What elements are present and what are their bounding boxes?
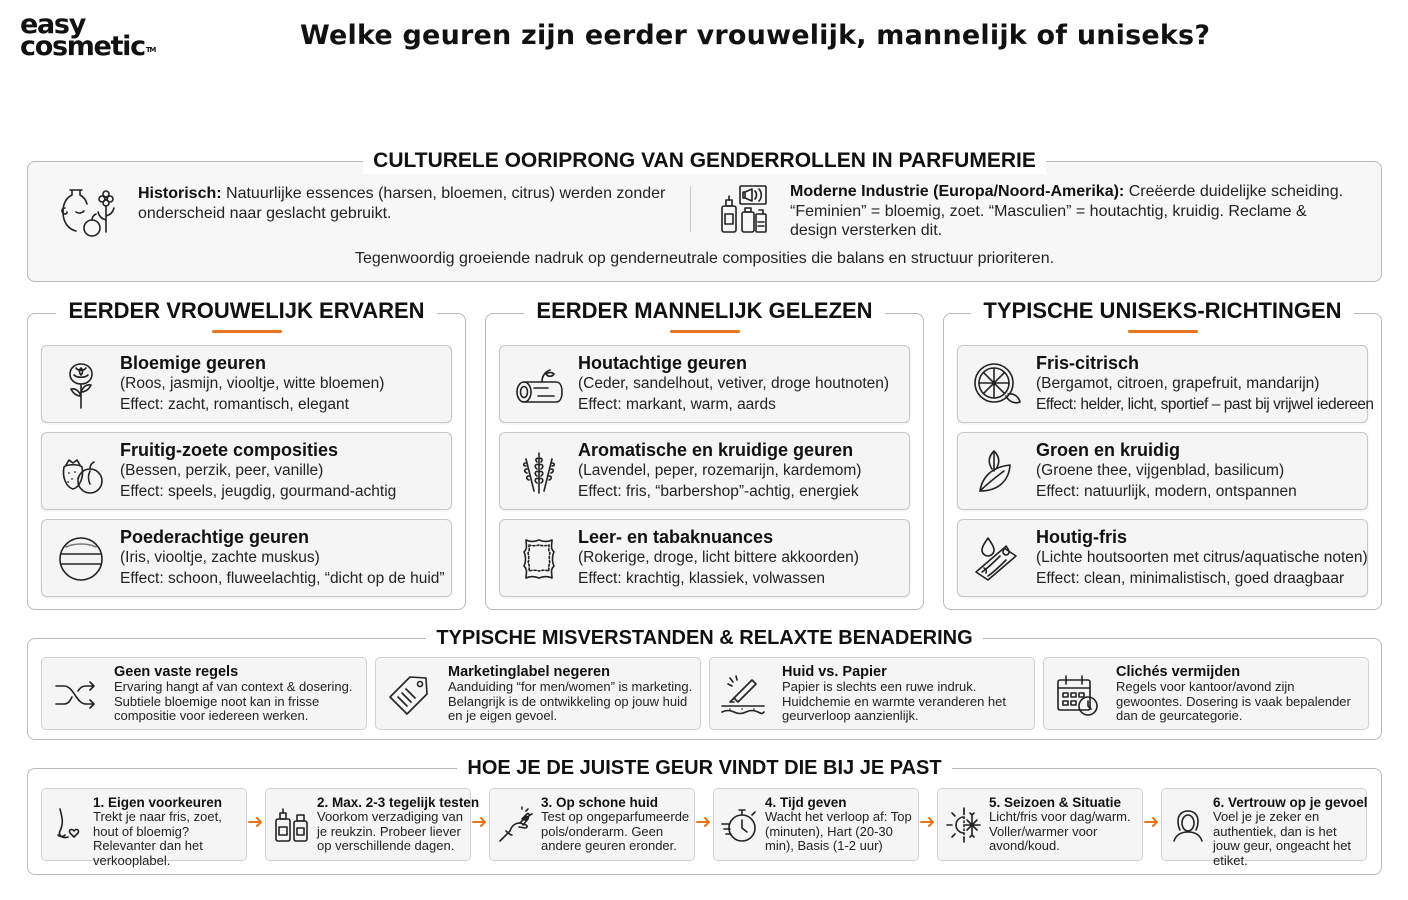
column-unisex	[943, 298, 1382, 610]
column-feminine	[27, 298, 466, 610]
tip-text: Papier is slechts een ruwe indruk. Huidchemie en warmte veranderen het geurverloop aanzienlijk.	[782, 679, 1007, 724]
tip-text: Ervaring hangt af van context & dosering. Subtiele bloemige noot kan in frisse compositie voor iedereen werken.	[114, 679, 353, 724]
step-text: Voel je je zeker en authentiek, dan is het jouw geur, ongeacht het etiket.	[1213, 809, 1352, 868]
tip-title: Clichés vermijden	[1116, 664, 1241, 680]
step-title: 6. Vertrouw op je gevoel	[1213, 795, 1368, 810]
category-title: Fris-citrisch	[1036, 353, 1140, 373]
category-card	[41, 345, 452, 423]
category-effect: Effect: speels, jeugdig, gourmand-achtig	[120, 482, 397, 500]
category-title: Fruitig-zoete composities	[120, 440, 339, 460]
steps-panel	[27, 757, 1382, 875]
fruit-icon	[54, 445, 108, 499]
category-card	[499, 432, 910, 510]
culture-historical	[60, 184, 700, 240]
bottles-megaphone-icon	[716, 182, 772, 238]
wood-log-icon	[512, 358, 566, 412]
culture-historical-label: Historisch:	[138, 185, 222, 202]
brand-line-1: easy	[20, 9, 86, 40]
culture-historical-text: Natuurlijke essences (harsen, bloemen, citrus) werden zonder onderscheid naar geslacht gebruikt.	[138, 185, 666, 222]
culture-heading: CULTURELE OORIPRONG VAN GENDERROLLEN IN PARFUMERIE	[363, 148, 1046, 174]
divider	[690, 186, 691, 232]
category-effect: Effect: markant, warm, aards	[578, 395, 776, 413]
step-card	[489, 788, 695, 861]
category-effect: Effect: natuurlijk, modern, ontspannen	[1036, 482, 1297, 500]
tip-card	[1043, 657, 1369, 730]
page-title: Welke geuren zijn eerder vrouwelijk, mannelijk of uniseks?	[300, 20, 1211, 51]
calendar-clock-icon	[1054, 672, 1100, 718]
nose-heart-icon	[48, 805, 88, 845]
step-title: 2. Max. 2-3 tegelijk testen	[317, 795, 480, 810]
tip-title: Geen vaste regels	[114, 664, 239, 680]
tip-card	[375, 657, 701, 730]
category-notes: (Iris, viooltje, zachte muskus)	[120, 549, 320, 566]
accent-underline	[1128, 330, 1198, 333]
category-effect: Effect: fris, “barbershop”-achtig, energiek	[578, 482, 859, 500]
rose-icon	[54, 358, 108, 412]
culture-panel	[27, 149, 1382, 282]
category-notes: (Lichte houtsoorten met citrus/aquatische noten)	[1036, 549, 1368, 566]
stopwatch-icon	[720, 805, 760, 845]
brand-line-2: cosmetic™	[20, 31, 155, 63]
wrist-spray-icon	[496, 805, 536, 845]
accent-underline	[212, 330, 282, 333]
category-title: Leer- en tabaknuances	[578, 527, 774, 547]
category-title: Aromatische en kruidige geuren	[578, 440, 854, 460]
category-notes: (Rokerige, droge, licht bittere akkoorden)	[578, 549, 859, 566]
leaves-icon	[970, 445, 1024, 499]
tip-title: Marketinglabel negeren	[448, 664, 610, 680]
step-title: 5. Seizoen & Situatie	[989, 795, 1122, 810]
wood-water-icon	[970, 532, 1024, 586]
arrow-right-icon	[1143, 815, 1161, 829]
step-text: Test op ongeparfumeerde pols/onderarm. Geen andere geuren eronder.	[541, 809, 690, 853]
person-icon	[1168, 805, 1208, 845]
category-card	[957, 345, 1374, 423]
category-effect: Effect: krachtig, klassiek, volwassen	[578, 569, 825, 587]
category-notes: (Ceder, sandelhout, vetiver, droge houtnoten)	[578, 375, 890, 392]
category-effect: Effect: zacht, romantisch, elegant	[120, 395, 349, 413]
category-title: Houtig-fris	[1036, 527, 1127, 547]
misunderstandings-heading: TYPISCHE MISVERSTANDEN & RELAXTE BENADERING	[426, 625, 982, 651]
step-title: 4. Tijd geven	[765, 795, 847, 810]
accent-underline	[670, 330, 740, 333]
tip-card	[41, 657, 367, 730]
culture-modern-text: Creëerde duidelijke scheiding. “Feminien” = bloemig, zoet. “Masculien” = houtachtig, kruidig. Reclame & design versterken dit.	[790, 183, 1344, 239]
culture-summary: Tegenwoordig groeiende nadruk op genderneutrale composities die balans en structuur prioriteren.	[354, 250, 1055, 267]
category-notes: (Bergamot, citroen, grapefruit, mandarijn)	[1036, 375, 1320, 392]
step-title: 1. Eigen voorkeuren	[93, 795, 223, 810]
category-title: Houtachtige geuren	[578, 353, 748, 373]
leather-icon	[512, 532, 566, 586]
price-tag-icon	[386, 672, 432, 718]
category-title: Poederachtige geuren	[120, 527, 310, 547]
column-heading: TYPISCHE UNISEKS-RICHTINGEN	[971, 298, 1353, 324]
culture-modern-label: Moderne Industrie (Europa/Noord-Amerika):	[790, 183, 1125, 200]
skin-spray-icon	[720, 672, 766, 718]
step-card	[41, 788, 247, 868]
category-card	[957, 432, 1368, 510]
step-text: Trekt je naar fris, zoet, hout of bloemig? Relevanter dan het verkooplabel.	[93, 809, 222, 868]
category-notes: (Lavendel, peper, rozemarijn, kardemom)	[578, 462, 862, 479]
category-effect: Effect: helder, licht, sportief – past bij vrijwel iedereen	[1036, 395, 1374, 413]
tip-title: Huid vs. Papier	[782, 664, 887, 680]
step-card	[937, 788, 1143, 861]
arrow-right-icon	[471, 815, 489, 829]
steps-heading: HOE JE DE JUISTE GEUR VINDT DIE BIJ JE PAST	[457, 755, 951, 781]
category-notes: (Groene thee, vijgenblad, basilicum)	[1036, 462, 1285, 479]
category-card	[41, 519, 452, 597]
column-heading: EERDER VROUWELIJK ERVAREN	[56, 298, 436, 324]
misunderstandings-panel	[27, 627, 1382, 740]
step-title: 3. Op schone huid	[541, 795, 659, 810]
culture-modern	[716, 182, 1356, 241]
step-card	[1161, 788, 1368, 868]
powder-compact-icon	[54, 532, 108, 586]
step-card	[713, 788, 919, 861]
category-effect: Effect: schoon, fluweelachtig, “dicht op de huid”	[120, 569, 445, 587]
sun-snow-icon	[944, 805, 984, 845]
arrow-right-icon	[695, 815, 713, 829]
arrow-right-icon	[247, 815, 265, 829]
arrow-right-icon	[919, 815, 937, 829]
bottles-icon	[272, 805, 312, 845]
category-title: Groen en kruidig	[1036, 440, 1181, 460]
tip-text: Aanduiding “for men/women” is marketing. Belangrijk is de ontwikkeling op jouw huid en je eigen gevoel.	[448, 679, 693, 724]
vase-flowers-icon	[60, 184, 120, 240]
step-text: Voorkom verzadiging van je reukzin. Probeer liever op verschillende dagen.	[317, 809, 463, 853]
category-card	[499, 519, 910, 597]
citrus-slice-icon	[970, 358, 1024, 412]
category-notes: (Bessen, perzik, peer, vanille)	[120, 462, 324, 479]
brand-logo	[20, 9, 155, 63]
shuffle-icon	[52, 672, 98, 718]
category-card	[41, 432, 452, 510]
step-text: Licht/fris voor dag/warm. Voller/warmer voor avond/koud.	[989, 809, 1131, 853]
column-masculine	[485, 298, 924, 610]
category-card	[499, 345, 910, 423]
step-text: Wacht het verloop af: Top (minuten), Hart (20-30 min), Basis (1-2 uur)	[765, 809, 912, 853]
category-effect: Effect: clean, minimalistisch, goed draagbaar	[1036, 569, 1345, 587]
step-card	[265, 788, 480, 861]
category-card	[957, 519, 1368, 597]
column-heading: EERDER MANNELIJK GELEZEN	[524, 298, 884, 324]
category-notes: (Roos, jasmijn, viooltje, witte bloemen)	[120, 375, 385, 392]
tip-card	[709, 657, 1035, 730]
herbs-icon	[512, 445, 566, 499]
category-title: Bloemige geuren	[120, 353, 267, 373]
tip-text: Regels voor kantoor/avond zijn gewoontes. Dosering is vaak bepalender dan de geurcategorie.	[1116, 679, 1351, 724]
